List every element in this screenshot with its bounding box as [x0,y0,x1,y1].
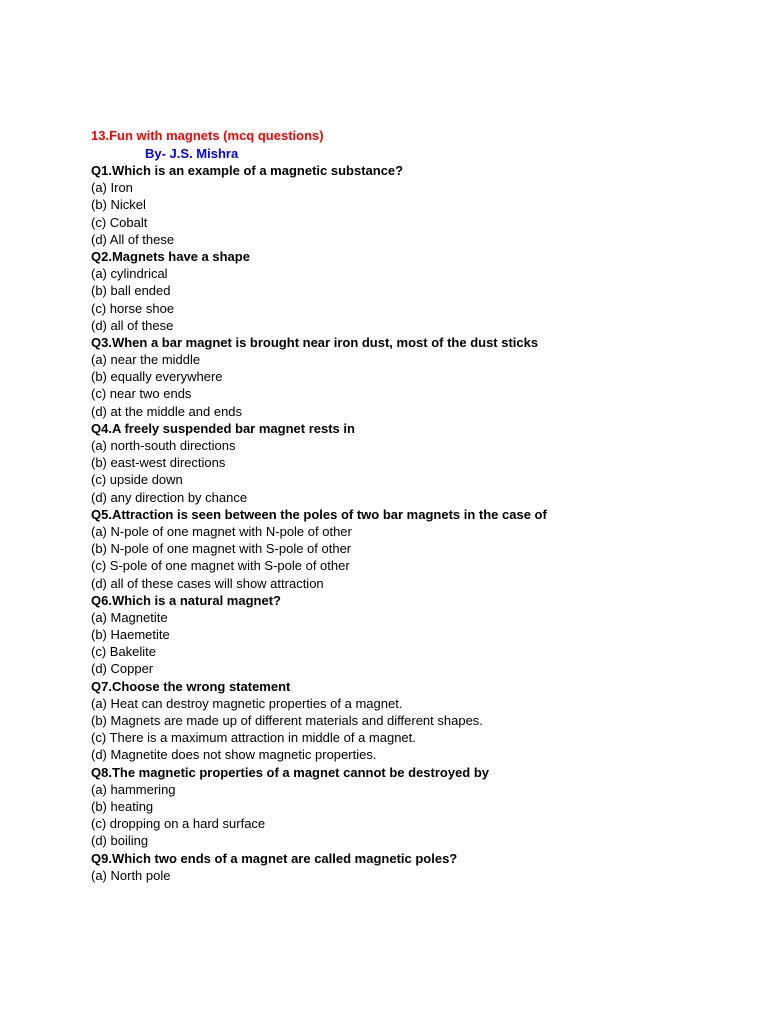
option-c: (c) horse shoe [91,300,175,316]
question-text: Q9.Which two ends of a magnet are called magnetic poles? [91,850,458,866]
option-a: (a) cylindrical [91,266,168,282]
option-b: (b) N-pole of one magnet with S-pole of other [91,541,352,557]
question-block-6 [91,592,751,678]
option-b: (b) ball ended [91,283,171,299]
option-a: (a) Magnetite [91,609,168,625]
option-a: (a) Heat can destroy magnetic properties of a magnet. [91,695,403,711]
option-b: (b) equally everywhere [91,369,223,385]
option-a: (a) hammering [91,781,176,797]
option-d: (d) any direction by chance [91,489,248,505]
question-block-7 [91,678,751,764]
document-title: 13.Fun with magnets (mcq questions) [91,128,324,143]
option-c: (c) upside down [91,472,183,488]
question-text: Q3.When a bar magnet is brought near iron dust, most of the dust sticks [91,334,539,350]
option-a: (a) Iron [91,180,133,196]
option-d: (d) at the middle and ends [91,403,243,419]
document-page [91,127,751,884]
option-d: (d) Copper [91,661,154,677]
document-author: By- J.S. Mishra [145,146,239,161]
option-b: (b) Magnets are made up of different materials and different shapes. [91,713,483,728]
option-c: (c) Cobalt [91,214,148,230]
question-text: Q8.The magnetic properties of a magnet cannot be destroyed by [91,764,490,780]
question-text: Q1.Which is an example of a magnetic substance? [91,163,404,178]
question-block-4 [91,420,751,506]
question-text: Q5.Attraction is seen between the poles of two bar magnets in the case of [91,506,547,522]
question-block-1 [91,162,751,248]
option-c: (c) S-pole of one magnet with S-pole of other [91,558,350,574]
option-d: (d) Magnetite does not show magnetic properties. [91,747,377,763]
question-text: Q4.A freely suspended bar magnet rests in [91,420,355,436]
question-block-2 [91,248,751,334]
option-d: (d) boiling [91,833,149,849]
option-c: (c) dropping on a hard surface [91,816,266,832]
option-b: (b) heating [91,798,154,814]
option-c: (c) near two ends [91,386,192,402]
option-a: (a) north-south directions [91,438,236,453]
question-block-9 [91,850,751,884]
question-text: Q2.Magnets have a shape [91,248,250,264]
option-d: (d) All of these [91,231,175,247]
option-a: (a) N-pole of one magnet with N-pole of other [91,523,352,539]
option-b: (b) east-west directions [91,455,226,471]
question-block-8 [91,764,751,850]
question-text: Q7.Choose the wrong statement [91,678,291,694]
question-block-3 [91,334,751,420]
option-b: (b) Nickel [91,197,146,213]
option-d: (d) all of these cases will show attraction [91,575,324,591]
question-block-5 [91,506,751,592]
option-c: (c) There is a maximum attraction in middle of a magnet. [91,730,416,746]
option-c: (c) Bakelite [91,644,157,660]
option-d: (d) all of these [91,317,174,333]
option-b: (b) Haemetite [91,627,170,643]
question-text: Q6.Which is a natural magnet? [91,592,281,608]
option-a: (a) near the middle [91,352,201,368]
option-a: (a) North pole [91,867,171,883]
